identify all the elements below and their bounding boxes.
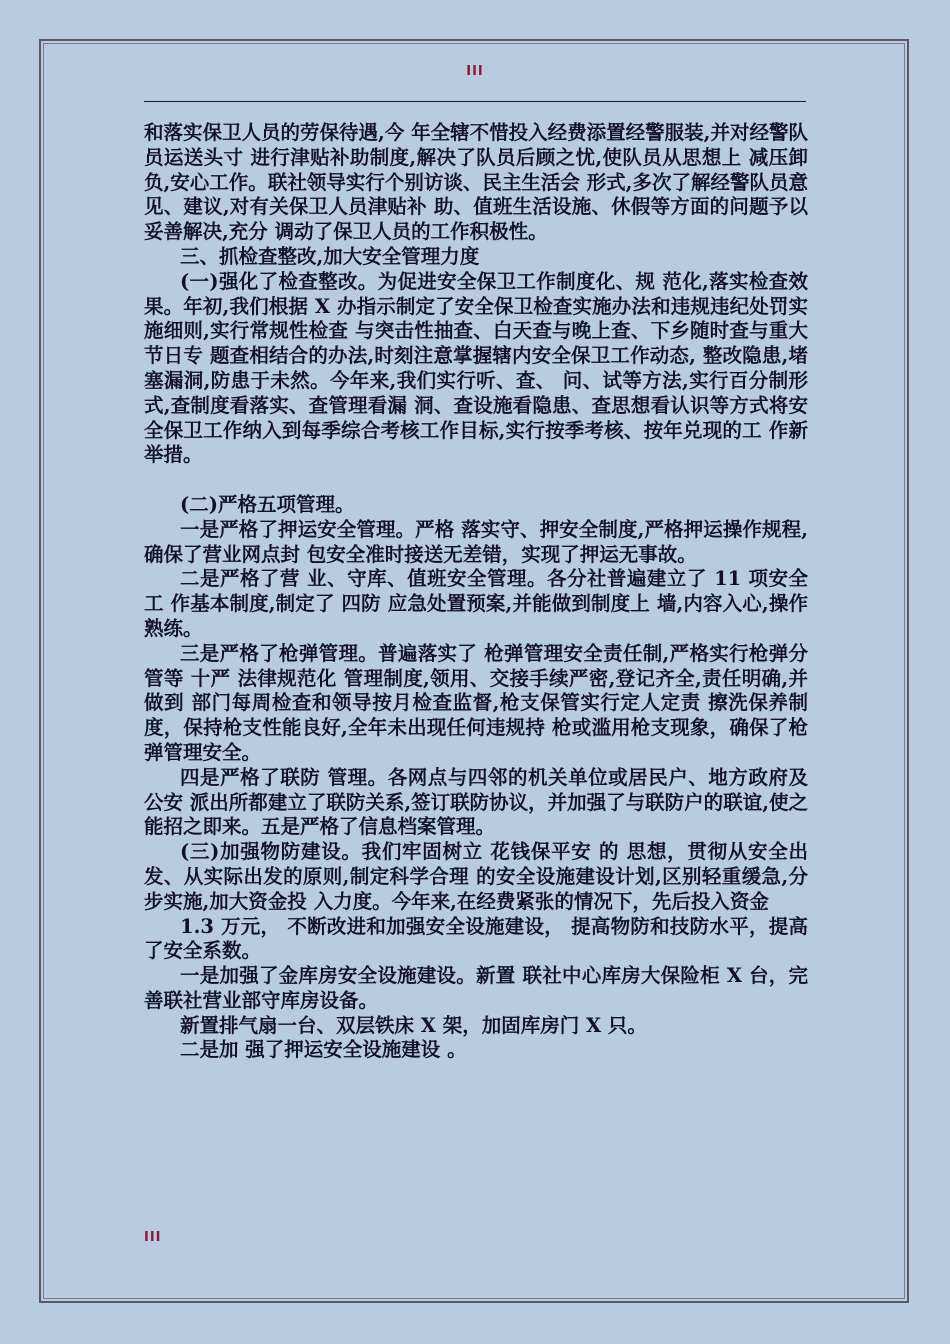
header-rule: [144, 101, 806, 102]
paragraph-funding: 1.3 万元， 不断改进和加强安全设施建设， 提高物防和技防水平，提高了安全系数。: [144, 914, 808, 963]
paragraph-equipment: 新置排气扇一台、双层铁床 X 架，加固库房门 X 只。: [180, 1013, 647, 1037]
footer-mark: III: [144, 1230, 162, 1245]
paragraph-business: 二是严格了营 业、守库、值班安全管理。各分社普遍建立了 11 项安全工 作基本制度,制定了 四防 应急处置预案,并能做到制度上 墙,内容入心,操作熟练。: [144, 567, 808, 640]
section-heading-3: 三、抓检查整改,加大安全管理力度: [180, 244, 480, 268]
subheading-five-management: (二)严格五项管理。: [180, 492, 355, 516]
paragraph-1: 和落实保卫人员的劳保待遇,今 年全辖不惜投入经费添置经警服装,并对经警队员运送头寸 进行津贴补助制度,解决了队员后顾之忧,使队员从思想上 减压卸负,安心工作。联社领导实行个别访谈、民主生活会 形式,多次了解经警队员意见、建议,对有关保卫人员津贴补 助、值班生活设施、休假等方面的问题予以妥善解决,充分 调动了保卫人员的工作积极性。: [144, 121, 808, 244]
paragraph-vault: 一是加强了金库房安全设施建设。新置 联社中心库房大保险柜 X 台，完善联社营业部守库房设备。: [144, 964, 808, 1012]
paragraph-escort: 一是严格了押运安全管理。严格 落实守、押安全制度,严格押运操作规程,确保了营业网点封 包安全准时接送无差错，实现了押运无事故。: [144, 517, 808, 566]
paragraph-joint-defense: 四是严格了联防 管理。各网点与四邻的机关单位或居民户、地方政府及公安 派出所都建立了联防关系,签订联防协议，并加强了与联防户的联谊,使之能招之即来。五是严格了信息档案管理。: [144, 765, 808, 839]
paragraph-inspection: (一)强化了检查整改。为促进安全保卫工作制度化、规 范化,落实检查效果。年初,我们根据 X 办指示制定了安全保卫检查实施办法和违规违纪处罚实施细则,实行常规性检查 与突击性抽查、白天查与晚上查、下乡随时查与重大节日专 题查相结合的办法,时刻注意掌握辖内安全保卫工作动态, 整改隐患,堵塞漏洞,防患于未然。今年来,我们实行听、查、 问、试等方法,实行百分制形式,查制度看落实、查管理看漏 洞、查设施看隐患、查思想看认识等方式将安全保卫工作纳入到每季综合考核工作目标,实行按季考核、按年兑现的工 作新举措。: [144, 269, 809, 467]
paragraph-escort-facilities: 二是加 强了押运安全设施建设 。: [180, 1038, 467, 1062]
paragraph-weapons: 三是严格了枪弹管理。普遍落实了 枪弹管理安全责任制,严格实行枪弹分管等 十严 法律规范化 管理制度,领用、交接手续严密,登记齐全,责任明确,并做到 部门每周检查和领导按月检查监督,枪支保管实行定人定责 擦洗保养制度，保持枪支性能良好,全年未出现任何违规持 枪或滥用枪支现象，确保了枪弹管理安全。: [144, 641, 808, 764]
paragraph-physical-defense: (三)加强物防建设。我们牢固树立 花钱保平安 的 思想，贯彻从安全出发、从实际出发的原则,制定科学合理 的安全设施建设计划,区别轻重缓急,分步实施,加大资金投 入力度。今年来,在经费紧张的情况下，先后投入资金: [144, 840, 808, 913]
paragraph-gap: [144, 468, 808, 493]
header-mark: III: [466, 64, 484, 79]
document-body: [144, 121, 808, 1063]
